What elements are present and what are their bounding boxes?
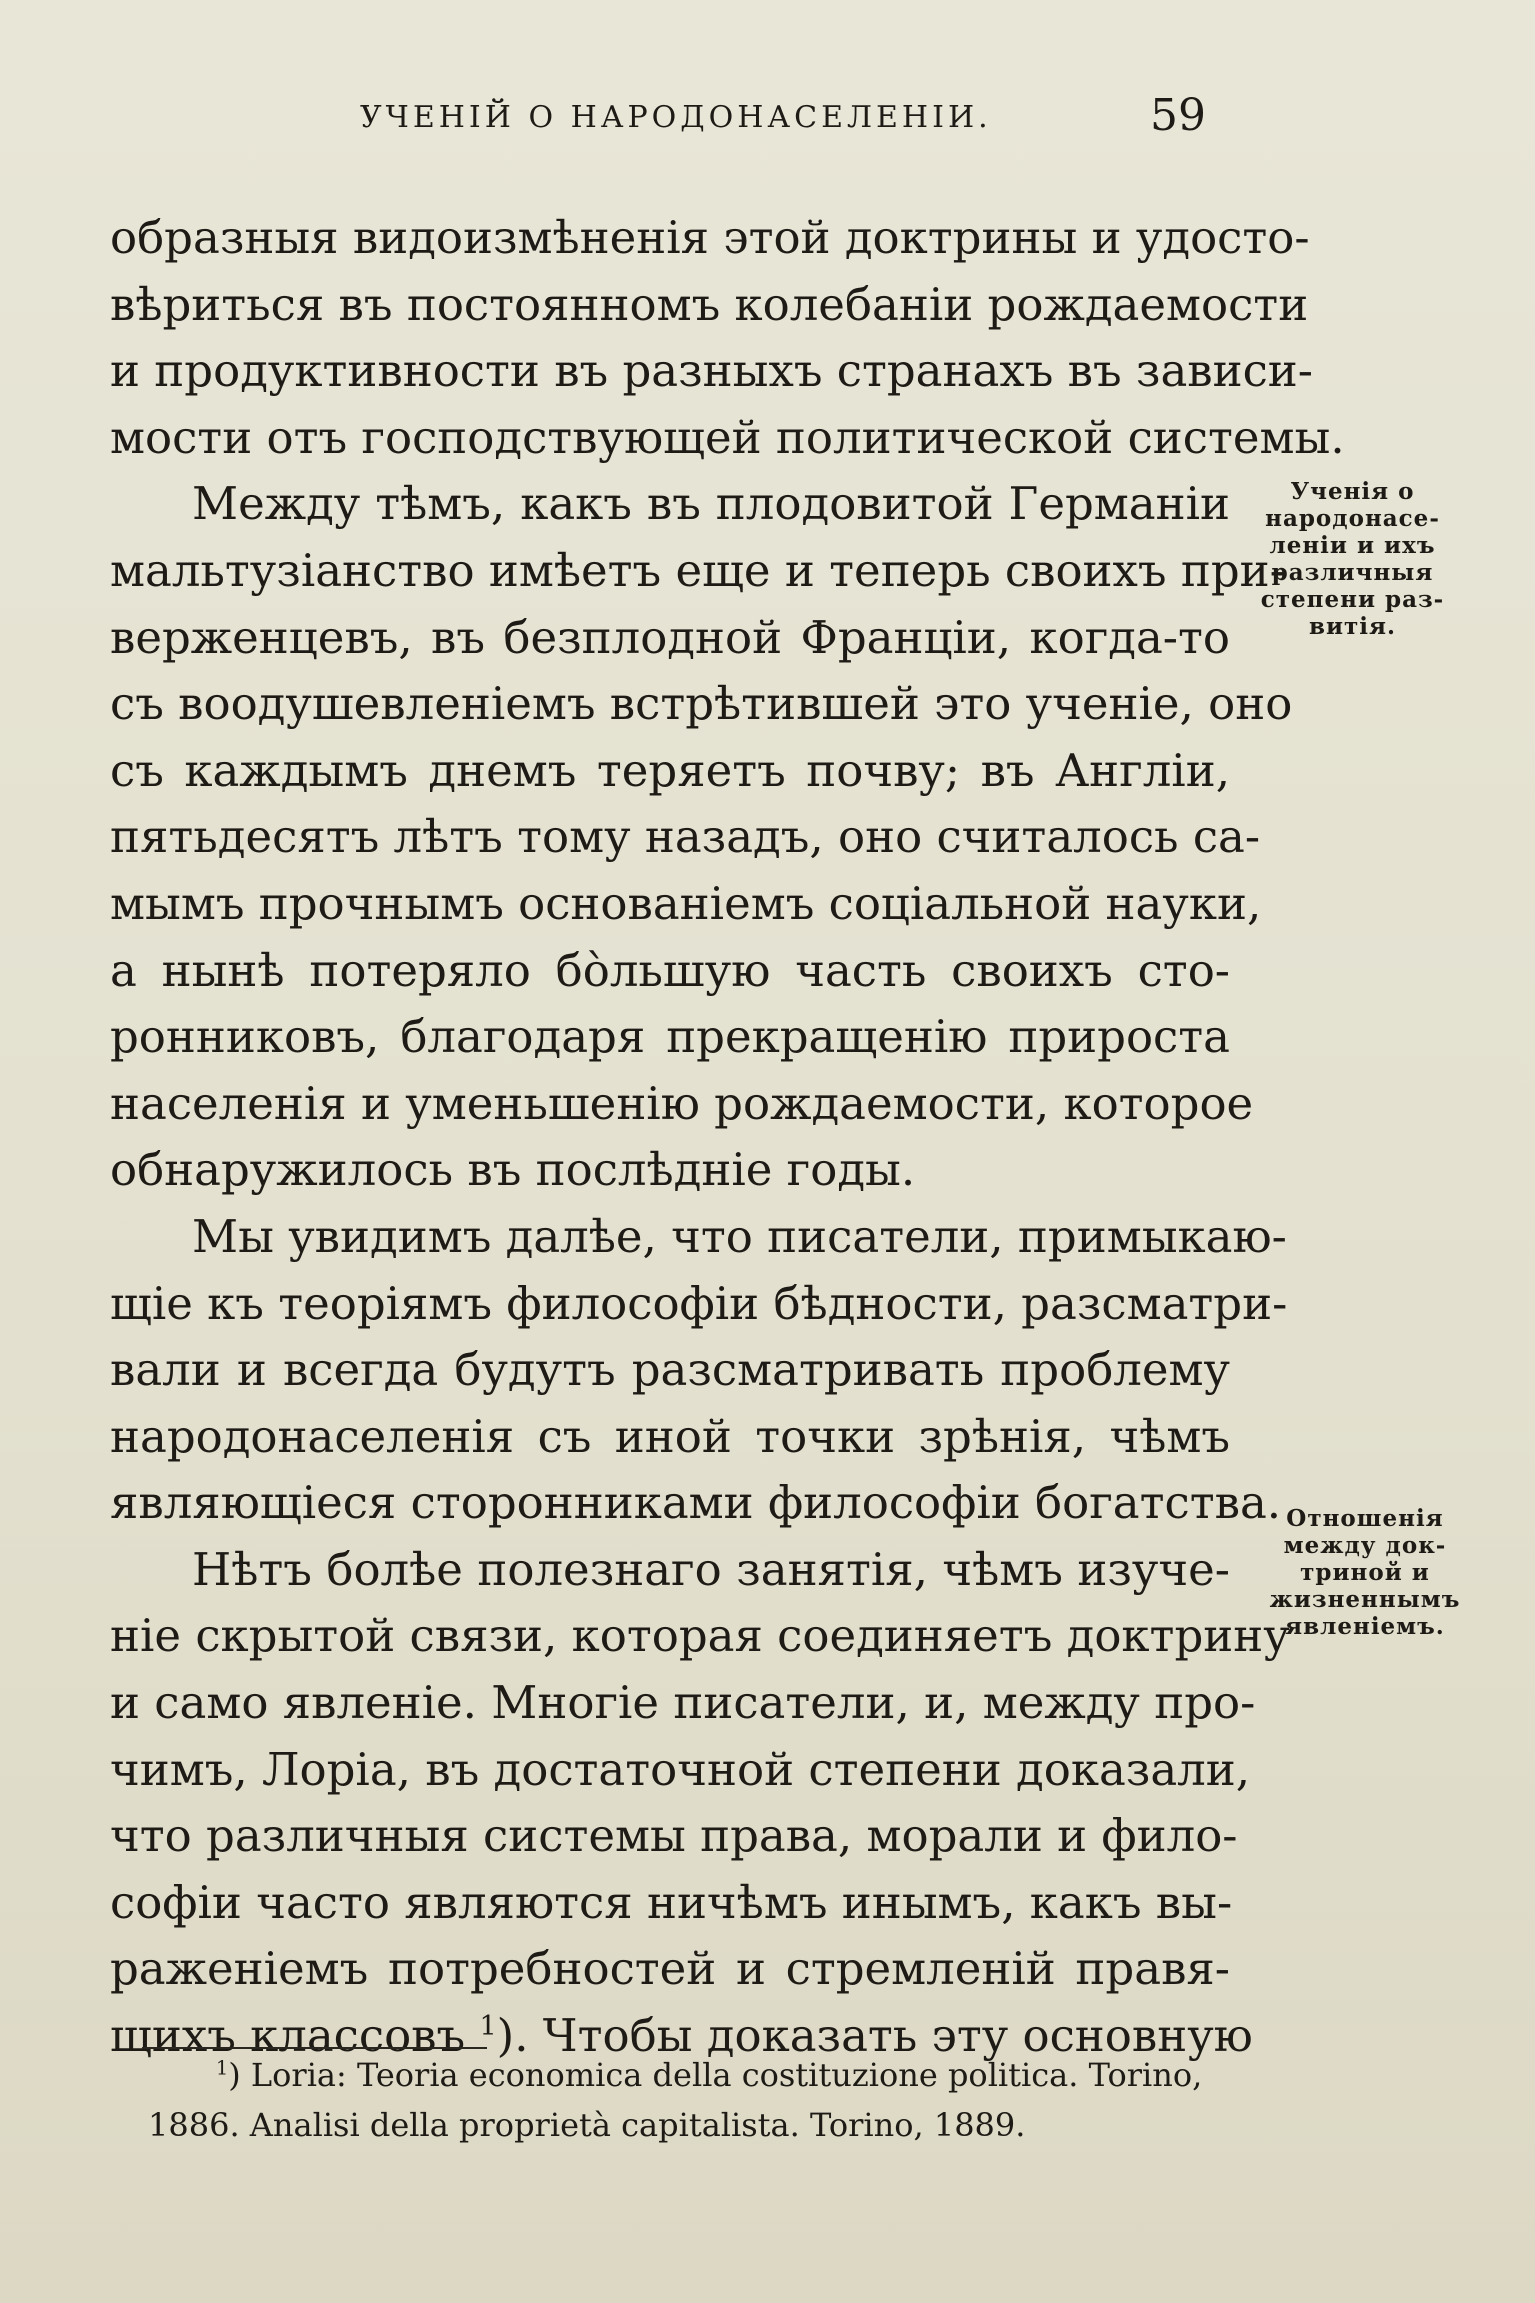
text-line: щіе къ теоріямъ философіи бѣдности, разсматри-	[110, 1276, 1288, 1330]
margin-note	[1240, 478, 1465, 640]
text-line: Мы увидимъ далѣе, что писатели, примыкаю-	[192, 1209, 1287, 1263]
margin-note-line: триной и	[1300, 1559, 1430, 1586]
text-line: являющіеся сторонниками философіи богатства.	[110, 1476, 1282, 1530]
text-line: вѣриться въ постоянномъ колебаніи рождаемости	[110, 277, 1309, 331]
margin-note-line: леніи и ихъ	[1269, 532, 1436, 559]
paragraph	[110, 205, 1345, 471]
text-line: верженцевъ, въ безплодной Франціи, когда-то	[110, 610, 1230, 664]
margin-note-line: степени раз-	[1260, 586, 1445, 613]
margin-note-line: народонасе-	[1265, 505, 1440, 532]
margin-note-line: жизненнымъ	[1269, 1586, 1461, 1613]
text-line: софіи часто являются ничѣмъ инымъ, какъ вы-	[110, 1875, 1233, 1929]
text-line: народонаселенія съ иной точки зрѣнія, чѣмъ	[110, 1409, 1230, 1463]
text-line: раженіемъ потребностей и стремленій правя-	[110, 1942, 1230, 1996]
text-line: пятьдесятъ лѣтъ тому назадъ, оно считалось са-	[110, 810, 1261, 864]
margin-note-line: Отношенія	[1286, 1505, 1444, 1532]
text-line: а нынѣ потеряло бо̀льшую часть своихъ сто-	[110, 943, 1230, 997]
margin-note-line: Ученія о	[1290, 478, 1415, 505]
text-line: мальтузіанство имѣетъ еще и теперь своихъ при-	[110, 543, 1285, 597]
text-fragment: ). Чтобы доказать эту основную	[496, 2009, 1253, 2063]
text-line: чимъ, Лоріа, въ достаточной степени доказали,	[110, 1742, 1251, 1796]
page-number: 59	[1150, 90, 1206, 141]
footnote-rule	[142, 2047, 487, 2049]
text-line: съ воодушевленіемъ встрѣтившей это ученіе, оно	[110, 677, 1293, 731]
text-fragment: щихъ классовъ	[110, 2009, 480, 2063]
text-line: Нѣтъ болѣе полезнаго занятія, чѣмъ изуче-	[192, 1542, 1230, 1596]
margin-note-line: различныя	[1271, 559, 1434, 586]
footnote-reference: 1	[479, 2011, 497, 2043]
main-text	[110, 205, 1345, 2070]
running-title: УЧЕНІЙ О НАРОДОНАСЕЛЕНІИ.	[360, 100, 992, 135]
footnote-text: ) Loria: Teoria economica della costituzione politica. Torino,	[228, 2056, 1203, 2094]
paragraph	[110, 471, 1293, 1204]
text-line: вали и всегда будутъ разсматривать проблему	[110, 1343, 1230, 1397]
text-line: мымъ прочнымъ основаніемъ соціальной науки,	[110, 876, 1262, 930]
text-line: ронниковъ, благодаря прекращенію прироста	[110, 1010, 1230, 1064]
footnote	[148, 2050, 1248, 2150]
text-line: населенія и уменьшенію рождаемости, которое	[110, 1076, 1254, 1130]
text-line: съ каждымъ днемъ теряетъ почву; въ Англіи,	[110, 743, 1230, 797]
text-line: ніе скрытой связи, которая соединяетъ доктрину	[110, 1609, 1290, 1663]
margin-note-line: явленіемъ.	[1285, 1613, 1445, 1640]
text-line: обнаружилось въ послѣдніе годы.	[110, 1143, 916, 1197]
text-line: и продуктивности въ разныхъ странахъ въ зависи-	[110, 344, 1314, 398]
text-line: что различныя системы права, морали и фило-	[110, 1809, 1238, 1863]
footnote-line: 1886. Analisi della proprietà capitalista. Torino, 1889.	[148, 2106, 1026, 2144]
footnote-line	[148, 2050, 1248, 2100]
text-line: образныя видоизмѣненія этой доктрины и удосто-	[110, 211, 1310, 264]
margin-note-line: между док-	[1283, 1532, 1447, 1559]
text-line: Между тѣмъ, какъ въ плодовитой Германіи	[192, 477, 1230, 531]
text-line: и само явленіе. Многіе писатели, и, между про-	[110, 1676, 1256, 1730]
paragraph	[110, 1537, 1290, 2070]
margin-note	[1250, 1505, 1480, 1640]
footnote-marker: 1	[216, 2056, 229, 2080]
margin-note-line: витія.	[1308, 613, 1397, 640]
paragraph	[110, 1204, 1288, 1537]
text-line: мости отъ господствующей политической системы.	[110, 410, 1345, 464]
